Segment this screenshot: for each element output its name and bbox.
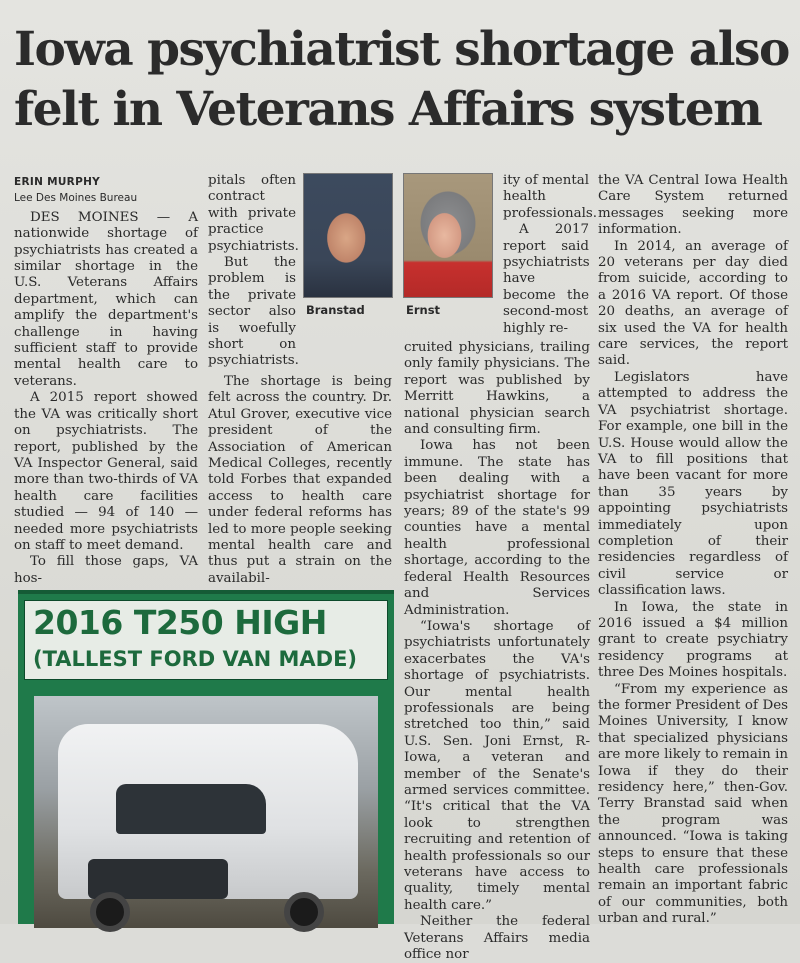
van-wheel: [90, 892, 130, 932]
column-3-top: [503, 173, 598, 337]
branstad-photo: [303, 173, 393, 298]
paragraph: To fill those gaps, VA hos-: [14, 554, 198, 586]
headline: Iowa psychiatrist shortage also felt in Veterans Affairs system: [14, 22, 789, 137]
paragraph: The shortage is being felt across the country. Dr. Atul Grover, executive vice president of the Association of American Medical Colleges, recently told Forbes that expanded access to health care under federal reforms has led to more people seeking mental health care and thus put a strain on the availabil-: [208, 374, 392, 586]
paragraph: In Iowa, the state in 2016 issued a $4 million grant to create psychiatry residency programs at three Des Moines hospitals.: [598, 599, 788, 681]
paragraph: cruited physicians, trailing only family physicians. The report was published by Merritt Hawkins, a national physician search and consulting firm.: [404, 340, 590, 438]
column-4: [598, 173, 788, 928]
paragraph: A 2017 report said psychiatrists have become the second-most highly re-: [503, 222, 590, 336]
column-2: [208, 173, 299, 370]
bureau: Lee Des Moines Bureau: [14, 192, 138, 205]
column-1: [14, 174, 198, 587]
column-2-lower: [208, 374, 392, 587]
van-advertisement: [18, 590, 394, 924]
paragraph: Legislators have attempted to address the VA psychiatrist shortage. For example, one bill in the U.S. House would allow the VA to fill positions that have been vacant for more than 35 years by appointing psychiatrists immediately upon completion of their residencies regardless of civil service or classification laws.: [598, 369, 788, 599]
byline: ERIN MURPHY: [14, 176, 101, 188]
ad-header: [24, 600, 388, 680]
paragraph: Neither the federal Veterans Affairs media office nor: [404, 914, 590, 963]
paragraph: the VA Central Iowa Health Care System returned messages seeking more information.: [598, 173, 788, 238]
paragraph: ity of mental health professionals.: [503, 173, 598, 221]
van-photo: [34, 696, 378, 928]
van-wheel: [284, 892, 324, 932]
paragraph: But the problem is the private sector also is woefully short on psychiatrists.: [208, 255, 299, 369]
paragraph: pitals often contract with private practice psychiatrists.: [208, 173, 299, 254]
paragraph: A 2015 report showed the VA was critically short on psychiatrists. The report, published by the VA Inspector General, said more than two-thirds of VA health care facilities studied — 94 of 140 — needed more psychiatrists on staff to meet demand.: [14, 390, 198, 553]
van-body: [58, 724, 358, 899]
paragraph: DES MOINES — A nationwide shortage of psychiatrists has created a similar shortage in the U.S. Veterans Affairs department, which can amplify the department's challenge in having sufficient staff to provide mental health care to veterans.: [14, 209, 198, 389]
paragraph: In 2014, an average of 20 veterans per day died from suicide, according to a 2016 VA report. Of those 20 deaths, an average of six used the VA for health care services, the report said.: [598, 238, 788, 369]
van-windshield: [116, 784, 266, 834]
ernst-photo: [403, 173, 493, 298]
column-3: [404, 340, 590, 963]
ernst-caption: Ernst: [406, 303, 441, 317]
branstad-caption: Branstad: [306, 303, 365, 317]
ad-subtitle: (TALLEST FORD VAN MADE): [33, 647, 358, 671]
paragraph: “Iowa's shortage of psychiatrists unfortunately exacerbates the VA's shortage of psychiatrists. Our mental health professionals are being stretched too thin,” said U.S. Sen. Joni Ernst, R-Iowa, a veteran and member of the Senate's armed services committee. “It's critical that the VA look to strengthen recruiting and retention of health professionals so our veterans have access to quality, timely mental health care.”: [404, 618, 590, 913]
paragraph: “From my experience as the former President of Des Moines University, I know that specialized physicians are more likely to remain in Iowa if they do their residency here,” then-Gov. Terry Branstad said when the program was announced. “Iowa is taking steps to ensure that these health care professionals remain an important fabric of our communities, both urban and rural.”: [598, 681, 788, 927]
paragraph: Iowa has not been immune. The state has been dealing with a psychiatrist shortage for years; 89 of the state's 99 counties have a mental health professional shortage, according to the federal Health Resources and Services Administration.: [404, 438, 590, 618]
ad-title: 2016 T250 HIGH: [33, 603, 327, 642]
